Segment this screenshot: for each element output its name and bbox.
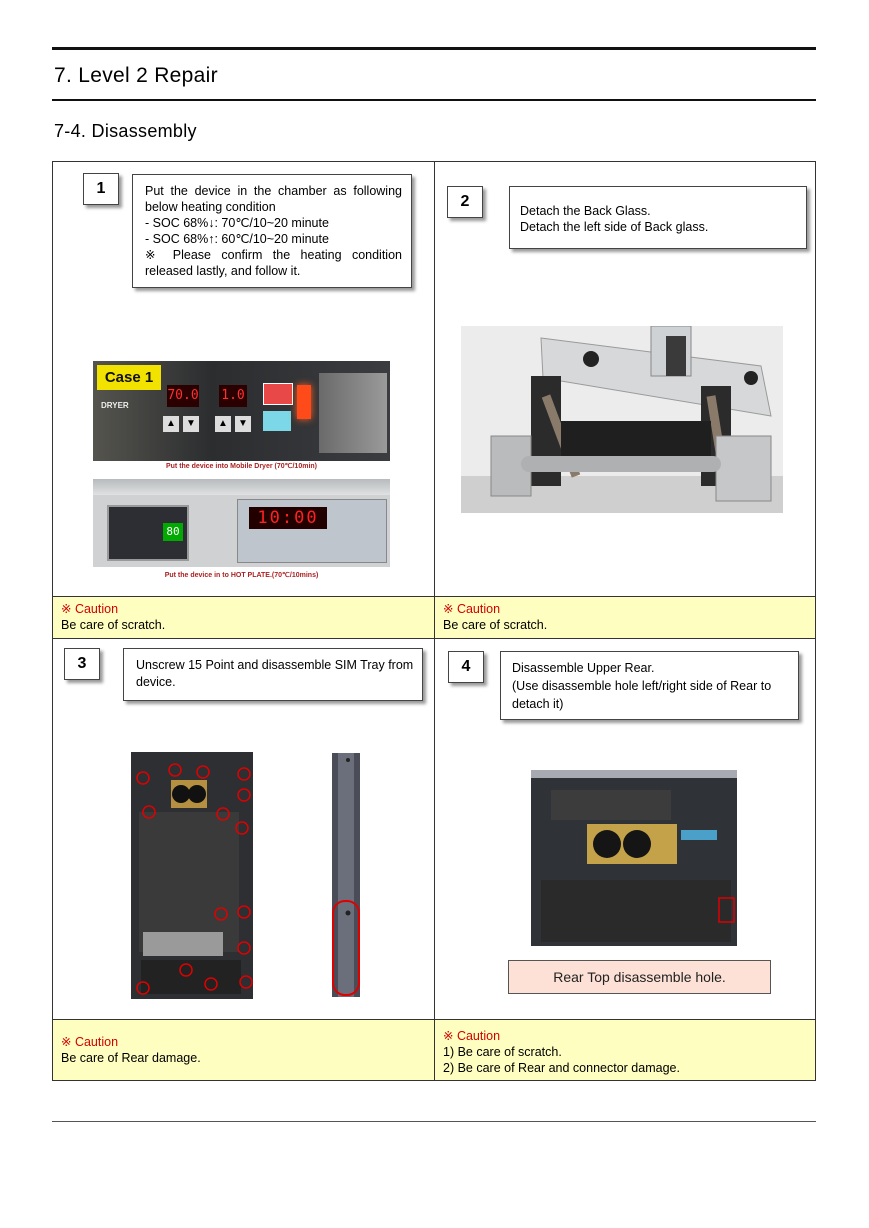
instruction-line: Put the device in the chamber as following below heating condition bbox=[145, 184, 402, 214]
up-arrow-icon: ▲ bbox=[163, 416, 179, 432]
instruction-line: - SOC 68%↓: 70℃/10~20 minute bbox=[145, 216, 329, 230]
caution-title: ※ Caution bbox=[61, 1035, 119, 1049]
power-light bbox=[297, 385, 311, 419]
rear-screws-illustration bbox=[131, 752, 253, 999]
instruction-line: Detach the left side of Back glass. bbox=[520, 220, 709, 234]
plate-top bbox=[93, 479, 390, 495]
title-rule bbox=[52, 99, 816, 101]
plate-display: 10:00 bbox=[249, 507, 327, 529]
down-arrow-icon: ▼ bbox=[183, 416, 199, 432]
dryer-button-cyan bbox=[263, 411, 291, 431]
up-arrow-icon: ▲ bbox=[215, 416, 231, 432]
instruction-line: Detach the Back Glass. bbox=[520, 204, 651, 218]
dryer-display-2: 1.0 bbox=[219, 385, 247, 407]
caution-line: 2) Be care of Rear and connector damage. bbox=[443, 1061, 680, 1075]
sim-tray-photo bbox=[330, 753, 362, 997]
upper-rear-illustration bbox=[531, 770, 737, 946]
caution-title: ※ Caution bbox=[61, 602, 119, 616]
step1-caution bbox=[53, 597, 434, 638]
hot-plate-photo bbox=[93, 479, 390, 567]
back-glass-jig-photo bbox=[461, 326, 783, 513]
footer-rule bbox=[52, 1121, 816, 1122]
section-title: 7-4. Disassembly bbox=[54, 121, 197, 141]
page-title: 7. Level 2 Repair bbox=[54, 64, 218, 87]
mobile-dryer-photo bbox=[93, 361, 390, 461]
step4-instructions bbox=[500, 651, 799, 720]
rear-hole-label: Rear Top disassemble hole. bbox=[508, 960, 771, 994]
dryer-label: DRYER bbox=[101, 401, 129, 410]
top-rule bbox=[52, 47, 816, 50]
step4-caution bbox=[435, 1020, 815, 1080]
plate-small-display: 80 bbox=[163, 523, 183, 541]
case-label: Case 1 bbox=[97, 365, 161, 390]
dryer-right-panel bbox=[319, 373, 387, 453]
caution-title: ※ Caution bbox=[443, 602, 501, 616]
step2-caution bbox=[435, 597, 815, 638]
step4-number: 4 bbox=[448, 651, 484, 683]
dryer-caption: Put the device into Mobile Dryer (70℃/10min) bbox=[165, 463, 317, 470]
instruction-line: Disassemble Upper Rear. bbox=[512, 661, 655, 675]
instruction-line: - SOC 68%↑: 60℃/10~20 minute bbox=[145, 232, 329, 246]
step2-number: 2 bbox=[447, 186, 483, 218]
down-arrow-icon: ▼ bbox=[235, 416, 251, 432]
step2-instructions bbox=[509, 186, 807, 249]
caution-line: Be care of scratch. bbox=[443, 618, 548, 632]
caution-line: Be care of scratch. bbox=[61, 618, 166, 632]
plate-caption: Put the device in to HOT PLATE.(70℃/10mins) bbox=[164, 572, 319, 579]
step3-instructions bbox=[123, 648, 423, 701]
rear-screws-photo bbox=[131, 752, 253, 999]
caution-line: 1) Be care of scratch. bbox=[443, 1045, 562, 1059]
instruction-line: Unscrew 15 Point and disassemble SIM Tray from device. bbox=[136, 658, 414, 689]
dryer-display-1: 70.0 bbox=[167, 385, 199, 407]
caution-title: ※ Caution bbox=[443, 1029, 501, 1043]
step3-number: 3 bbox=[64, 648, 100, 680]
dryer-buttons bbox=[163, 416, 253, 432]
upper-rear-photo bbox=[531, 770, 737, 946]
jig-illustration bbox=[461, 326, 783, 513]
instruction-line: (Use disassemble hole left/right side of Rear to detach it) bbox=[512, 679, 772, 711]
row-divider bbox=[53, 638, 815, 639]
step1-number: 1 bbox=[83, 173, 119, 205]
sim-tray-illustration bbox=[330, 753, 362, 997]
step1-instructions bbox=[132, 174, 412, 288]
caution-line: Be care of Rear damage. bbox=[61, 1051, 201, 1065]
dryer-button-red bbox=[263, 383, 293, 405]
instruction-line: ※ Please confirm the heating condition released lastly, and follow it. bbox=[145, 248, 402, 278]
step3-caution bbox=[53, 1020, 434, 1080]
